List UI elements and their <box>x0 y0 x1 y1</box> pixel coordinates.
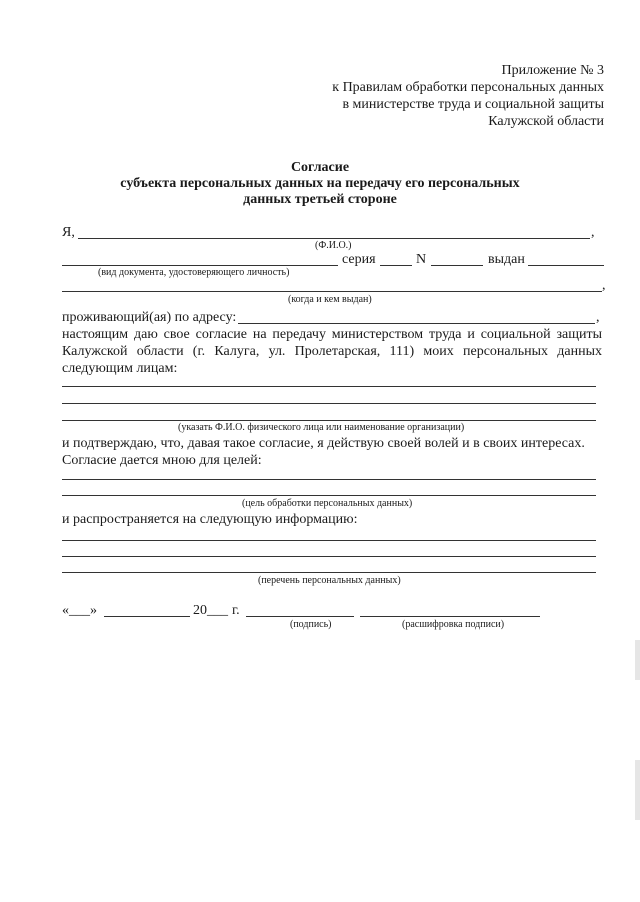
signature-decode-caption: (расшифровка подписи) <box>402 619 505 630</box>
confirm-text: и подтверждаю, что, давая такое согласие, я действую своей волей и в своих интересах. <box>62 436 585 451</box>
persons-field-line-1[interactable] <box>62 386 596 387</box>
fio-caption: (Ф.И.О.) <box>315 240 352 251</box>
document-title <box>0 160 640 208</box>
ya-label: Я, <box>62 225 75 240</box>
doc-caption: (вид документа, удостоверяющего личность) <box>98 267 290 278</box>
date-month-field-line[interactable] <box>104 616 190 617</box>
fio-field-line[interactable] <box>78 238 590 239</box>
appendix-line-3: в министерстве труда и социальной защиты <box>342 97 604 112</box>
scan-edge-mark <box>635 640 640 680</box>
address-label: проживающий(ая) по адресу: <box>62 310 237 325</box>
doc-type-field-line[interactable] <box>62 265 338 266</box>
number-field-line[interactable] <box>431 265 483 266</box>
address-comma: , <box>596 310 600 325</box>
seriya-label: серия <box>342 252 376 267</box>
vydan-label: выдан <box>488 252 525 267</box>
purpose-field-line-2[interactable] <box>62 495 596 496</box>
purpose-field-line-1[interactable] <box>62 479 596 480</box>
info-caption: (перечень персональных данных) <box>258 575 401 586</box>
purpose-label: Согласие дается мною для целей: <box>62 453 262 468</box>
appendix-line-2: к Правилам обработки персональных данных <box>332 80 604 95</box>
consent-paragraph: настоящим даю свое согласие на передачу министерством труда и социальной защиты Калужской области (г. Калуга, ул. Пролетарская, 111) моих персональных данных следующим лицам: <box>62 327 602 376</box>
issued-comma: , <box>602 278 606 293</box>
signature-decode-field-line[interactable] <box>360 616 540 617</box>
purpose-caption: (цель обработки персональных данных) <box>242 498 413 509</box>
issued-by-field-line[interactable] <box>62 291 602 292</box>
appendix-line-4: Калужской области <box>488 114 604 129</box>
info-field-line-1[interactable] <box>62 540 596 541</box>
date-g-label: г. <box>232 603 240 618</box>
info-field-line-3[interactable] <box>62 572 596 573</box>
address-field-line[interactable] <box>238 323 595 324</box>
title-line-3: данных третьей стороне <box>243 192 397 207</box>
issued-date-field-line[interactable] <box>528 265 604 266</box>
persons-field-line-2[interactable] <box>62 403 596 404</box>
issued-caption: (когда и кем выдан) <box>288 294 372 305</box>
info-field-line-2[interactable] <box>62 556 596 557</box>
series-field-line[interactable] <box>380 265 412 266</box>
fio-comma: , <box>591 225 595 240</box>
persons-caption: (указать Ф.И.О. физического лица или наименование организации) <box>178 422 465 433</box>
title-line-1: Согласие <box>290 160 350 175</box>
appendix-header <box>332 62 604 130</box>
appendix-number: Приложение № 3 <box>501 63 604 78</box>
date-day[interactable]: «___» <box>62 603 97 618</box>
number-label: N <box>416 252 427 267</box>
persons-field-line-3[interactable] <box>62 420 596 421</box>
signature-caption: (подпись) <box>290 619 332 630</box>
scan-edge-mark <box>635 760 640 820</box>
title-line-2: субъекта персональных данных на передачу его персональных <box>120 176 520 191</box>
date-year[interactable]: 20___ <box>193 603 228 618</box>
signature-field-line[interactable] <box>246 616 354 617</box>
info-label: и распространяется на следующую информацию: <box>62 512 358 527</box>
